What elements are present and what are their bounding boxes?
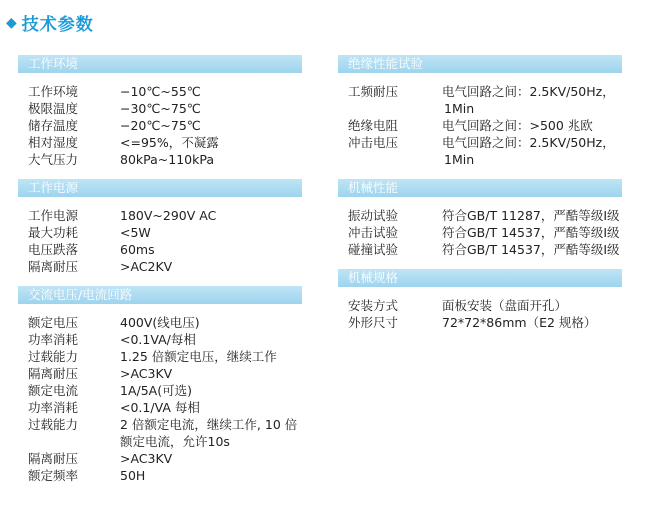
spec-value: 电气回路之间：2.5KV/50Hz， [442, 135, 615, 150]
spec-row [28, 258, 302, 275]
spec-value: 符合GB/T 14537，严酷等级Ⅰ级 [442, 242, 620, 257]
spec-label: 隔离耐压 [28, 451, 79, 466]
spec-label: 储存温度 [28, 118, 79, 133]
spec-row [28, 416, 302, 450]
spec-value: <0.1/VA 每相 [120, 400, 200, 415]
spec-value: 面板安装（盘面开孔） [442, 298, 568, 313]
spec-label: 额定电压 [28, 315, 79, 330]
spec-row [28, 382, 302, 399]
spec-value: 80kPa~110kPa [120, 152, 214, 167]
spec-row-continuation [348, 151, 622, 168]
spec-row [28, 100, 302, 117]
spec-label: 安装方式 [348, 298, 399, 313]
spec-value: −20℃~75℃ [120, 118, 201, 133]
spec-label: 功率消耗 [28, 332, 79, 347]
section-mechanical-specs [348, 297, 622, 331]
spec-label: 工作环境 [28, 84, 79, 99]
spec-value: 1.25 倍额定电压，继续工作 [120, 349, 277, 364]
spec-row [28, 117, 302, 134]
spec-label: 功率消耗 [28, 400, 79, 415]
section-header-work-environment: 工作环境 [18, 55, 302, 73]
spec-value: <=95%，不凝露 [120, 135, 219, 150]
spec-value: 50H [120, 468, 146, 483]
section-insulation-test [348, 83, 622, 168]
spec-label: 大气压力 [28, 152, 79, 167]
spec-row [28, 151, 302, 168]
spec-value: >AC3KV [120, 366, 173, 381]
spec-value: 60ms [120, 242, 155, 257]
spec-label: 最大功耗 [28, 225, 79, 240]
section-work-environment [28, 83, 302, 168]
spec-label: 冲击电压 [348, 135, 399, 150]
spec-value: 电气回路之间：2.5KV/50Hz， [442, 84, 615, 99]
spec-row [348, 314, 622, 331]
spec-row [28, 365, 302, 382]
spec-label: 过载能力 [28, 349, 79, 364]
spec-value: <5W [120, 225, 151, 240]
right-column [338, 55, 622, 342]
spec-value: 符合GB/T 14537，严酷等级Ⅰ级 [442, 225, 620, 240]
spec-value: >AC3KV [120, 451, 173, 466]
diamond-bullet-icon: ◆ [6, 14, 18, 31]
spec-label: 外形尺寸 [348, 315, 399, 330]
spec-value: 400V(线电压) [120, 315, 200, 330]
section-header-insulation-test: 绝缘性能试验 [338, 55, 622, 73]
page-title [6, 10, 94, 35]
spec-value: 72*72*86mm（E2 规格） [442, 315, 597, 330]
section-header-mechanical-specs: 机械规格 [338, 269, 622, 287]
spec-label: 绝缘电阻 [348, 118, 399, 133]
page-title-text: 技术参数 [21, 15, 94, 35]
spec-label: 额定频率 [28, 468, 79, 483]
spec-label: 过载能力 [28, 417, 79, 432]
spec-value-continuation: 1Min [444, 152, 475, 167]
spec-label: 额定电流 [28, 383, 79, 398]
spec-value: 符合GB/T 11287，严酷等级Ⅰ级 [442, 208, 620, 223]
section-power-supply [28, 207, 302, 275]
spec-value: 180V~290V AC [120, 208, 217, 223]
spec-row [348, 297, 622, 314]
spec-value-continuation: 1Min [444, 101, 475, 116]
spec-row [28, 207, 302, 224]
section-header-power-supply: 工作电源 [18, 179, 302, 197]
spec-row [28, 348, 302, 365]
spec-row-continuation [348, 100, 622, 117]
spec-row [28, 224, 302, 241]
spec-row [28, 134, 302, 151]
spec-row [348, 83, 622, 100]
spec-value: −10℃~55℃ [120, 84, 201, 99]
section-mechanical-performance [348, 207, 622, 258]
spec-label: 隔离耐压 [28, 259, 79, 274]
spec-label: 隔离耐压 [28, 366, 79, 381]
spec-label: 工作电源 [28, 208, 79, 223]
spec-value: 2 倍额定电流，继续工作, 10 倍额定电流，允许10s [120, 417, 298, 449]
spec-row [348, 117, 622, 134]
spec-label: 相对湿度 [28, 135, 79, 150]
spec-value: −30℃~75℃ [120, 101, 201, 116]
section-header-ac-circuit: 交流电压/电流回路 [18, 286, 302, 304]
spec-row [28, 467, 302, 484]
spec-label: 工频耐压 [348, 84, 399, 99]
spec-value: 1A/5A(可选) [120, 383, 192, 398]
spec-value: >AC2KV [120, 259, 173, 274]
spec-row [28, 450, 302, 467]
spec-row [28, 399, 302, 416]
spec-row [348, 241, 622, 258]
spec-label: 碰撞试验 [348, 242, 399, 257]
section-ac-circuit [28, 314, 302, 484]
spec-value: 电气回路之间：>500 兆欧 [442, 118, 593, 133]
spec-label: 振动试验 [348, 208, 399, 223]
section-header-mechanical-performance: 机械性能 [338, 179, 622, 197]
spec-label: 极限温度 [28, 101, 79, 116]
spec-label: 电压跌落 [28, 242, 79, 257]
spec-value: <0.1VA/每相 [120, 332, 196, 347]
spec-row [28, 241, 302, 258]
spec-row [28, 331, 302, 348]
spec-row [348, 224, 622, 241]
left-column [18, 55, 302, 495]
spec-row [28, 314, 302, 331]
spec-label: 冲击试验 [348, 225, 399, 240]
spec-row [348, 207, 622, 224]
spec-row [348, 134, 622, 151]
spec-row [28, 83, 302, 100]
